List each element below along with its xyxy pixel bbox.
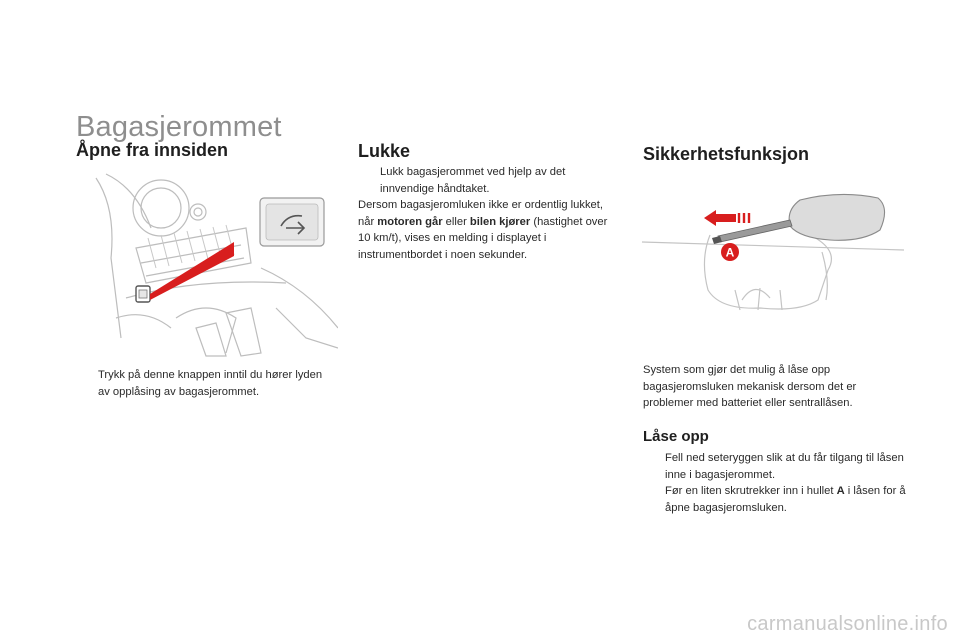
page-title: Bagasjerommet xyxy=(76,111,282,144)
list-item xyxy=(358,164,608,197)
lukke-text-3: (hastighet over 10 km/t), vises en melding i displayet i instrumentbordet i noen sekunder. xyxy=(358,215,608,261)
lase-opp-instructions xyxy=(643,450,908,516)
apne-instructions xyxy=(76,367,326,400)
callout-a-label: A xyxy=(725,245,735,260)
lukke-bold-motoren: motoren går xyxy=(377,215,443,228)
bullet-icon xyxy=(76,367,98,400)
bullet-icon xyxy=(643,450,665,483)
list-item xyxy=(643,450,908,483)
lase-opp-text-1: Før en liten skrutrekker inn i hullet xyxy=(665,485,837,497)
lukke-text-1: Dersom bagasjeromluken ikke er ordentlig lukket, når xyxy=(358,199,603,228)
lukke-instructions xyxy=(358,164,608,263)
bullet-icon xyxy=(643,483,665,516)
bullet-icon xyxy=(358,164,380,197)
interior-release-illustration xyxy=(76,168,338,358)
heading-lukke: Lukke xyxy=(358,141,411,161)
lase-opp-bullet-2 xyxy=(665,483,908,516)
lukke-text-2: eller xyxy=(442,215,470,228)
lase-opp-text-2: i låsen for å åpne bagasjeromsluken. xyxy=(665,485,906,514)
lase-opp-bullet-1: Fell ned seteryggen slik at du får tilgang til låsen inne i bagasjerommet. xyxy=(665,452,904,481)
heading-sikkerhetsfunksjon: Sikkerhetsfunksjon xyxy=(643,144,810,164)
lukke-bold-bilen: bilen kjører xyxy=(469,215,531,228)
lukke-paragraph xyxy=(358,197,608,263)
lukke-bullet-text: Lukk bagasjerommet ved hjelp av det innvendige håndtaket. xyxy=(380,166,566,195)
watermark: carmanualsonline.info xyxy=(747,613,948,635)
lase-opp-bold-a: A xyxy=(836,485,845,497)
list-item xyxy=(76,367,326,400)
mechanical-unlock-illustration xyxy=(640,180,910,330)
apne-bullet-text: Trykk på denne knappen inntil du hører lyden av opplåsing av bagasjerommet. xyxy=(98,369,323,398)
heading-apne-fra-innsiden: Åpne fra innsiden xyxy=(76,140,229,160)
heading-lase-opp: Låse opp xyxy=(643,428,709,445)
list-item xyxy=(643,483,908,516)
sikkerhet-description: System som gjør det mulig å låse opp bagasjeromsluken mekanisk dersom det er problemer med batteriet eller sentrallåsen. xyxy=(643,364,857,409)
